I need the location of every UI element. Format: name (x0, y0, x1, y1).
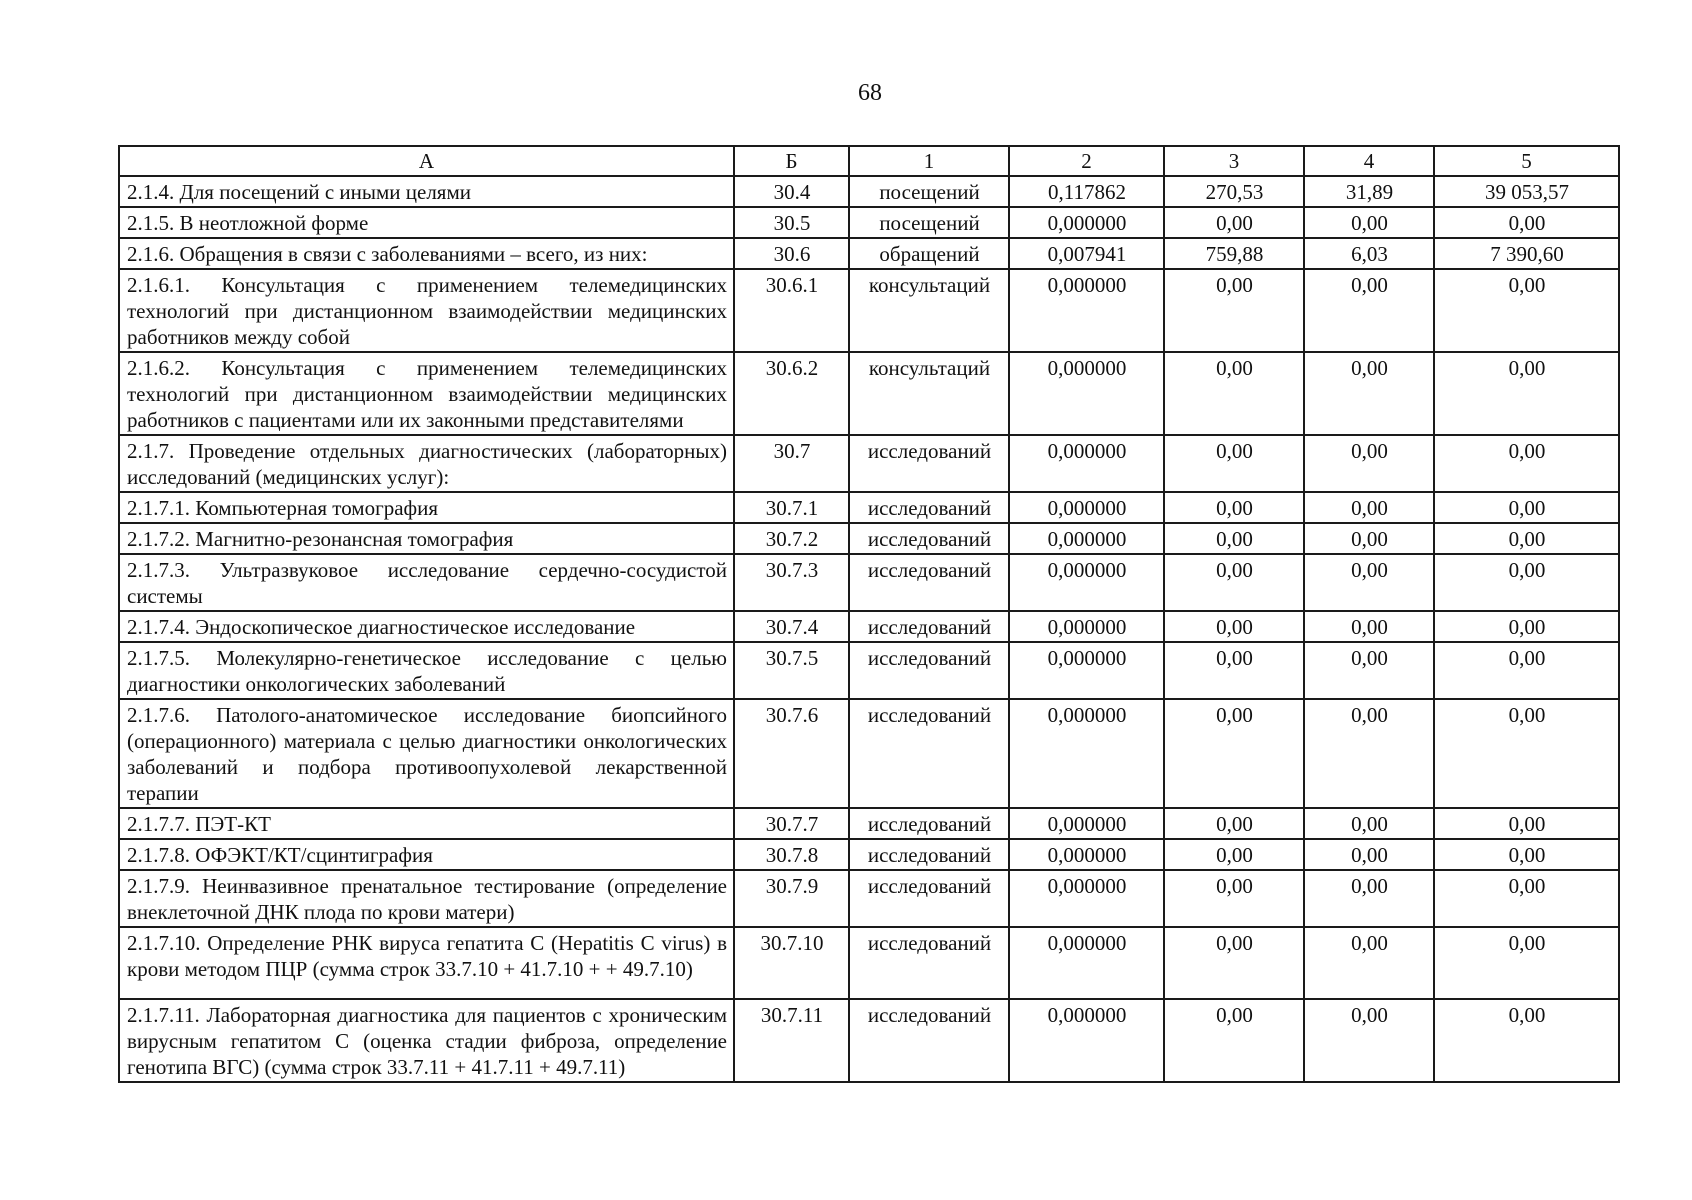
row-value-col4: 0,00 (1304, 999, 1434, 1082)
row-value-col3: 0,00 (1164, 999, 1304, 1082)
data-table (118, 145, 1620, 1083)
row-value-col2: 0,000000 (1009, 554, 1164, 611)
row-unit: исследований (849, 492, 1009, 523)
row-unit: исследований (849, 870, 1009, 927)
row-name: 2.1.6.2. Консультация с применением телемедицинских технологий при дистанционном взаимодействии медицинских работников с пациентами или их законными представителями (119, 352, 734, 435)
row-value-col4: 0,00 (1304, 523, 1434, 554)
row-name: 2.1.7.3. Ультразвуковое исследование сердечно-сосудистой системы (119, 554, 734, 611)
row-value-col3: 0,00 (1164, 699, 1304, 808)
row-value-col4: 0,00 (1304, 352, 1434, 435)
table-row (119, 523, 1619, 554)
table-row (119, 435, 1619, 492)
row-name: 2.1.5. В неотложной форме (119, 207, 734, 238)
row-code: 30.7.3 (734, 554, 849, 611)
page-number: 68 (858, 80, 882, 106)
row-name: 2.1.7.5. Молекулярно-генетическое исследование с целью диагностики онкологических заболеваний (119, 642, 734, 699)
col-header-1: 1 (849, 146, 1009, 176)
row-unit: консультаций (849, 352, 1009, 435)
row-value-col4: 0,00 (1304, 699, 1434, 808)
row-name: 2.1.7.4. Эндоскопическое диагностическое исследование (119, 611, 734, 642)
row-name: 2.1.7.11. Лабораторная диагностика для пациентов с хроническим вирусным гепатитом С (оценка стадии фиброза, определение генотипа ВГС) (сумма строк 33.7.11 + 41.7.11 + 49.7.11) (119, 999, 734, 1082)
row-value-col5: 0,00 (1434, 611, 1619, 642)
row-value-col3: 0,00 (1164, 927, 1304, 999)
row-value-col3: 0,00 (1164, 642, 1304, 699)
row-value-col3: 0,00 (1164, 870, 1304, 927)
row-value-col3: 0,00 (1164, 839, 1304, 870)
row-code: 30.6.2 (734, 352, 849, 435)
row-value-col4: 0,00 (1304, 808, 1434, 839)
table-body (119, 176, 1619, 1082)
row-unit: исследований (849, 927, 1009, 999)
row-value-col2: 0,000000 (1009, 870, 1164, 927)
col-header-3: 3 (1164, 146, 1304, 176)
table-row (119, 699, 1619, 808)
row-value-col5: 0,00 (1434, 642, 1619, 699)
row-code: 30.5 (734, 207, 849, 238)
row-value-col3: 0,00 (1164, 269, 1304, 352)
row-value-col3: 0,00 (1164, 611, 1304, 642)
row-value-col3: 759,88 (1164, 238, 1304, 269)
row-value-col4: 0,00 (1304, 492, 1434, 523)
row-unit: исследований (849, 435, 1009, 492)
row-code: 30.6.1 (734, 269, 849, 352)
row-value-col4: 0,00 (1304, 269, 1434, 352)
row-value-col4: 0,00 (1304, 839, 1434, 870)
row-value-col3: 0,00 (1164, 808, 1304, 839)
row-value-col2: 0,117862 (1009, 176, 1164, 207)
row-value-col5: 0,00 (1434, 554, 1619, 611)
row-code: 30.7.5 (734, 642, 849, 699)
row-value-col5: 0,00 (1434, 999, 1619, 1082)
table-row (119, 492, 1619, 523)
row-name: 2.1.7.1. Компьютерная томография (119, 492, 734, 523)
row-name: 2.1.4. Для посещений с иными целями (119, 176, 734, 207)
row-unit: обращений (849, 238, 1009, 269)
row-code: 30.6 (734, 238, 849, 269)
row-name: 2.1.7.8. ОФЭКТ/КТ/сцинтиграфия (119, 839, 734, 870)
row-value-col3: 0,00 (1164, 435, 1304, 492)
row-unit: исследований (849, 699, 1009, 808)
col-header-4: 4 (1304, 146, 1434, 176)
row-unit: исследований (849, 999, 1009, 1082)
row-value-col2: 0,000000 (1009, 492, 1164, 523)
table-row (119, 269, 1619, 352)
row-value-col2: 0,000000 (1009, 269, 1164, 352)
row-unit: консультаций (849, 269, 1009, 352)
row-code: 30.7.7 (734, 808, 849, 839)
row-unit: посещений (849, 207, 1009, 238)
row-name: 2.1.7.2. Магнитно-резонансная томография (119, 523, 734, 554)
row-value-col3: 0,00 (1164, 554, 1304, 611)
row-value-col2: 0,000000 (1009, 435, 1164, 492)
row-value-col5: 0,00 (1434, 839, 1619, 870)
row-code: 30.4 (734, 176, 849, 207)
row-value-col3: 0,00 (1164, 352, 1304, 435)
table-row (119, 554, 1619, 611)
row-unit: посещений (849, 176, 1009, 207)
row-code: 30.7.1 (734, 492, 849, 523)
row-name: 2.1.6. Обращения в связи с заболеваниями – всего, из них: (119, 238, 734, 269)
row-name: 2.1.7.10. Определение РНК вируса гепатита С (Hepatitis C virus) в крови методом ПЦР (сумма строк 33.7.10 + 41.7.10 + + 49.7.10) (119, 927, 734, 999)
row-name: 2.1.7.7. ПЭТ-КТ (119, 808, 734, 839)
row-value-col3: 0,00 (1164, 523, 1304, 554)
table-row (119, 176, 1619, 207)
row-value-col2: 0,000000 (1009, 808, 1164, 839)
row-code: 30.7 (734, 435, 849, 492)
row-value-col4: 31,89 (1304, 176, 1434, 207)
col-header-5: 5 (1434, 146, 1619, 176)
row-value-col5: 0,00 (1434, 207, 1619, 238)
row-value-col5: 0,00 (1434, 808, 1619, 839)
row-value-col4: 0,00 (1304, 554, 1434, 611)
row-value-col3: 0,00 (1164, 492, 1304, 523)
row-value-col2: 0,000000 (1009, 611, 1164, 642)
table-row (119, 927, 1619, 999)
row-value-col4: 0,00 (1304, 642, 1434, 699)
header-row (119, 146, 1619, 176)
row-value-col2: 0,000000 (1009, 642, 1164, 699)
row-unit: исследований (849, 808, 1009, 839)
row-value-col2: 0,000000 (1009, 207, 1164, 238)
row-value-col4: 0,00 (1304, 207, 1434, 238)
row-unit: исследований (849, 642, 1009, 699)
row-value-col4: 0,00 (1304, 927, 1434, 999)
row-value-col2: 0,000000 (1009, 352, 1164, 435)
table-row (119, 808, 1619, 839)
row-name: 2.1.7.6. Патолого-анатомическое исследование биопсийного (операционного) материала с целью диагностики онкологических заболеваний и подбора противоопухолевой лекарственной терапии (119, 699, 734, 808)
row-value-col2: 0,000000 (1009, 839, 1164, 870)
table-row (119, 238, 1619, 269)
table-row (119, 611, 1619, 642)
row-value-col3: 270,53 (1164, 176, 1304, 207)
row-value-col2: 0,000000 (1009, 523, 1164, 554)
row-code: 30.7.6 (734, 699, 849, 808)
row-value-col2: 0,000000 (1009, 999, 1164, 1082)
row-code: 30.7.9 (734, 870, 849, 927)
row-code: 30.7.2 (734, 523, 849, 554)
table-row (119, 207, 1619, 238)
row-value-col5: 0,00 (1434, 492, 1619, 523)
row-code: 30.7.4 (734, 611, 849, 642)
col-header-2: 2 (1009, 146, 1164, 176)
row-value-col3: 0,00 (1164, 207, 1304, 238)
row-code: 30.7.8 (734, 839, 849, 870)
col-header-a: А (119, 146, 734, 176)
table-row (119, 352, 1619, 435)
row-name: 2.1.6.1. Консультация с применением телемедицинских технологий при дистанционном взаимодействии медицинских работников между собой (119, 269, 734, 352)
table-row (119, 642, 1619, 699)
row-value-col5: 0,00 (1434, 927, 1619, 999)
row-value-col4: 6,03 (1304, 238, 1434, 269)
row-value-col5: 0,00 (1434, 352, 1619, 435)
row-value-col2: 0,000000 (1009, 699, 1164, 808)
row-value-col2: 0,007941 (1009, 238, 1164, 269)
row-value-col5: 0,00 (1434, 435, 1619, 492)
table-row (119, 999, 1619, 1082)
row-value-col5: 0,00 (1434, 269, 1619, 352)
row-value-col5: 0,00 (1434, 870, 1619, 927)
row-unit: исследований (849, 523, 1009, 554)
row-code: 30.7.10 (734, 927, 849, 999)
row-unit: исследований (849, 554, 1009, 611)
row-value-col2: 0,000000 (1009, 927, 1164, 999)
row-unit: исследований (849, 611, 1009, 642)
col-header-b: Б (734, 146, 849, 176)
row-value-col5: 0,00 (1434, 523, 1619, 554)
row-name: 2.1.7.9. Неинвазивное пренатальное тестирование (определение внеклеточной ДНК плода по крови матери) (119, 870, 734, 927)
row-value-col5: 39 053,57 (1434, 176, 1619, 207)
table-row (119, 870, 1619, 927)
row-value-col4: 0,00 (1304, 870, 1434, 927)
row-name: 2.1.7. Проведение отдельных диагностических (лабораторных) исследований (медицинских услуг): (119, 435, 734, 492)
row-unit: исследований (849, 839, 1009, 870)
row-code: 30.7.11 (734, 999, 849, 1082)
row-value-col4: 0,00 (1304, 611, 1434, 642)
table-row (119, 839, 1619, 870)
row-value-col5: 0,00 (1434, 699, 1619, 808)
row-value-col4: 0,00 (1304, 435, 1434, 492)
row-value-col5: 7 390,60 (1434, 238, 1619, 269)
